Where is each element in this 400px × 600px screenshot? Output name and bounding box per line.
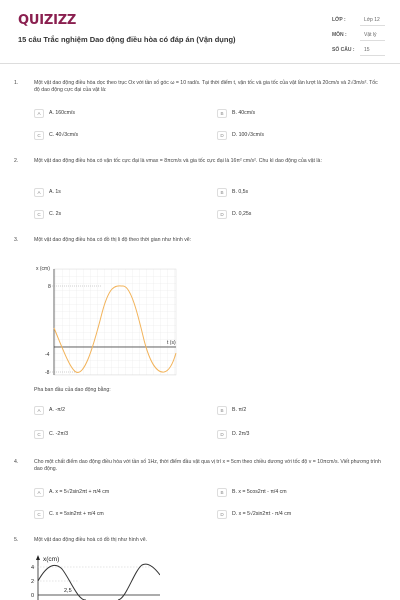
question-number: 2. <box>14 158 19 164</box>
divider <box>360 40 385 41</box>
question-number: 3. <box>14 237 19 243</box>
option-letter: B <box>217 406 227 415</box>
subject-label: MÔN : <box>332 32 347 38</box>
class-label: LỚP : <box>332 17 346 23</box>
option-text: C. 2s <box>49 211 62 217</box>
option-text: A. x = 5√2sin2πt + π/4 cm <box>49 489 110 495</box>
answer-option[interactable] <box>217 510 367 521</box>
tick-label: 8 <box>48 284 51 290</box>
question-number: 1. <box>14 80 19 86</box>
answer-option[interactable] <box>217 430 367 441</box>
x-axis-label: t (s) <box>167 340 176 346</box>
question-text: Một vật dao động điều hòa có vận tốc cực đại là vmax = 8πcm/s và gia tốc cực đại là 16π² cm/s². Chu kì dao động của vật là: <box>34 158 322 164</box>
answer-option[interactable] <box>34 430 184 441</box>
option-text: C. -2π/3 <box>49 431 69 437</box>
tick-label: 2 <box>31 579 35 585</box>
question-text: Cho một chất điểm dao động điều hòa với tần số 1Hz, thời điểm đầu vật qua vị trí x = 5cm theo chiều dương với tốc độ v = 10πcm/s. Viết phương trình dao động. <box>34 459 381 472</box>
option-text: D. 100√3cm/s <box>232 132 264 138</box>
y-axis-label: x(cm) <box>43 556 60 563</box>
tick-label: -8 <box>45 370 50 376</box>
answer-option[interactable] <box>34 188 184 199</box>
option-letter: A <box>34 488 44 497</box>
option-text: D. 0,25s <box>232 211 252 217</box>
page-header <box>0 0 400 64</box>
option-letter: A <box>34 406 44 415</box>
displacement-graph <box>34 255 180 377</box>
count-value: 15 <box>364 47 370 53</box>
answer-option[interactable] <box>217 210 367 221</box>
option-text: C. 40√3cm/s <box>49 132 79 138</box>
option-text: A. 160cm/s <box>49 110 75 116</box>
question-text: Một vật dao động điều hoà có đồ thị như hình vẽ. <box>34 537 148 543</box>
answer-option[interactable] <box>34 488 184 499</box>
option-letter: C <box>34 510 44 519</box>
question-number: 5. <box>14 537 19 543</box>
tick-label: 4 <box>31 565 35 571</box>
graph-grid <box>54 269 176 375</box>
count-label: SỐ CÂU : <box>332 47 355 53</box>
divider <box>360 25 385 26</box>
option-text: D. x = 5√2sin2πt - π/4 cm <box>232 511 292 517</box>
option-letter: C <box>34 210 44 219</box>
option-text: A. -π/2 <box>49 407 65 413</box>
tick-label: -4 <box>45 352 50 358</box>
answer-option[interactable] <box>217 109 367 120</box>
answer-option[interactable] <box>217 188 367 199</box>
option-letter: D <box>217 131 227 140</box>
option-letter: D <box>217 210 227 219</box>
tick-label: 0 <box>31 593 35 599</box>
answer-option[interactable] <box>217 406 367 417</box>
option-letter: D <box>217 510 227 519</box>
subject-value: Vật lý <box>364 32 377 38</box>
displacement-graph-2 <box>30 553 160 600</box>
option-text: B. x = 5cos2πt - π/4 cm <box>232 489 287 495</box>
option-letter: A <box>34 188 44 197</box>
answer-option[interactable] <box>34 109 184 120</box>
y-axis-label: x (cm) <box>36 266 50 272</box>
option-text: B. 40cm/s <box>232 110 256 116</box>
question-text: Một vật dao động điều hòa dọc theo trục Ox với tần số góc ω = 10 rad/s. Tại thời điểm t, vận tốc và gia tốc của vật lần lượt là 20cm/s và 2√3m/s². Tốc độ dao động cực đại của vật là: <box>34 80 378 93</box>
option-text: A. 1s <box>49 189 61 195</box>
option-letter: A <box>34 109 44 118</box>
option-letter: C <box>34 131 44 140</box>
option-text: D. 2π/3 <box>232 431 250 437</box>
quizizz-logo: QUIZIZZ <box>18 13 77 28</box>
option-text: C. x = 5sin2πt + π/4 cm <box>49 511 104 517</box>
class-value: Lớp 12 <box>364 17 380 23</box>
question-number: 4. <box>14 459 19 465</box>
answer-option[interactable] <box>217 488 367 499</box>
option-letter: D <box>217 430 227 439</box>
option-letter: B <box>217 109 227 118</box>
option-text: B. 0,5s <box>232 189 249 195</box>
point-label: 2,5 <box>64 588 72 594</box>
answer-option[interactable] <box>34 406 184 417</box>
question-text: Một vật dao động điều hòa có đồ thị li độ theo thời gian như hình vẽ: <box>34 237 192 243</box>
divider <box>360 55 385 56</box>
arrow-icon <box>36 555 40 560</box>
option-letter: C <box>34 430 44 439</box>
question-subtext: Pha ban đầu của dao động bằng: <box>34 387 111 393</box>
answer-option[interactable] <box>34 510 184 521</box>
option-text: B. π/2 <box>232 407 247 413</box>
option-letter: B <box>217 188 227 197</box>
answer-option[interactable] <box>217 131 367 142</box>
page-title: 15 câu Trắc nghiệm Dao động điều hòa có đáp án (Vận dụng) <box>18 35 236 44</box>
answer-option[interactable] <box>34 210 184 221</box>
option-letter: B <box>217 488 227 497</box>
answer-option[interactable] <box>34 131 184 142</box>
